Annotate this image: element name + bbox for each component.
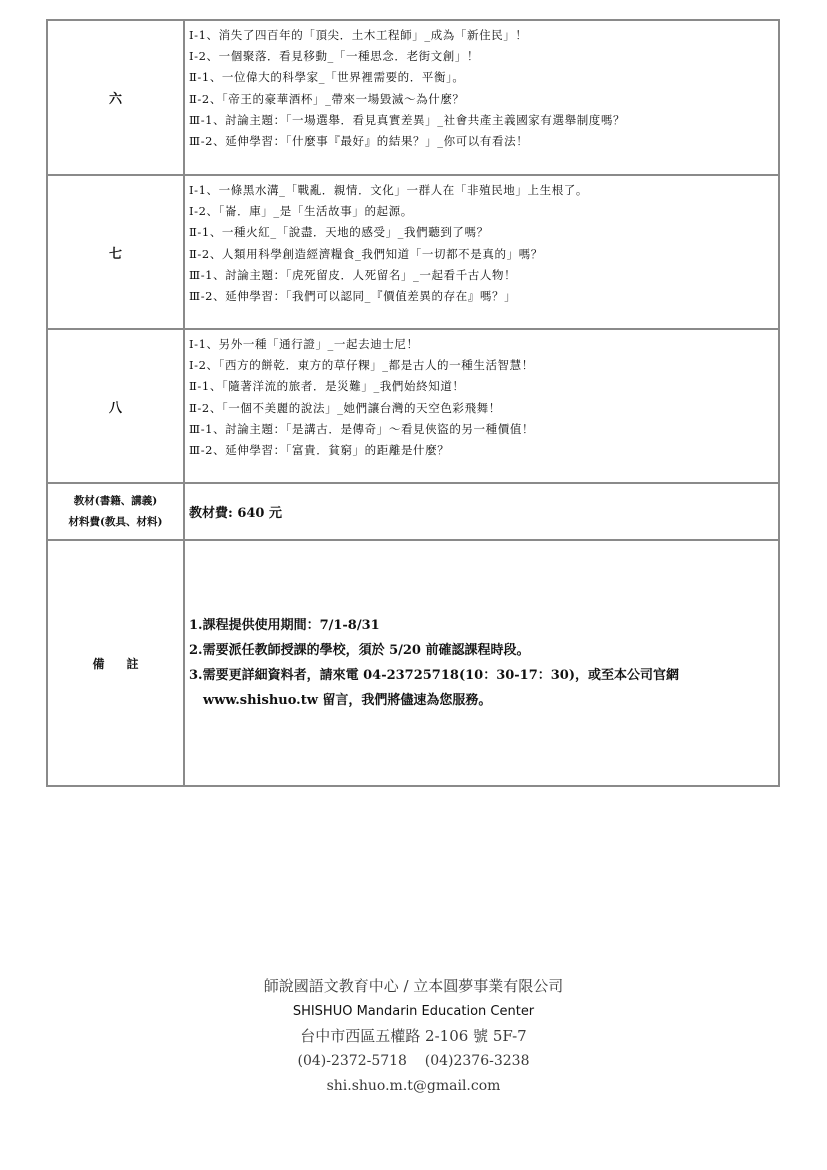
footer-address: 台中市西區五權路 2-106 號 5F-7 bbox=[300, 1027, 527, 1045]
materials-label-line2: 材料費(教具、材料) bbox=[68, 515, 163, 528]
lesson-line: Ⅰ-1、另外一種「通行證」_一起去迪士尼！ bbox=[189, 337, 419, 351]
materials-label-line1: 教材(書籍、講義) bbox=[73, 494, 158, 507]
lesson-line: Ⅰ-2、一個聚落．看見移動_「一種思念．老街文創」！ bbox=[189, 49, 480, 64]
unit-lessons bbox=[185, 330, 778, 482]
note-item: 2.需要派任教師授課的學校，須於 5/20 前確認課程時段。 bbox=[189, 643, 530, 658]
unit-number-cell bbox=[48, 176, 185, 328]
footer-org-zh: 師說國語文教育中心 / 立本圓夢事業有限公司 bbox=[263, 977, 564, 995]
unit-row bbox=[48, 21, 778, 174]
notes-row bbox=[48, 539, 778, 785]
note-item: 3.需要更詳細資料者，請來電 04-23725718(10：30-17：30)，或至本公司官網 bbox=[189, 668, 680, 683]
unit-number-cell bbox=[48, 330, 185, 482]
lesson-line: Ⅱ-2、人類用科學創造經濟糧食_我們知道「一切都不是真的」嗎？ bbox=[189, 246, 543, 261]
lesson-line: Ⅱ-2、「帝王的豪華酒杯」_帶來一場毀滅～為什麼？ bbox=[189, 91, 465, 106]
unit-number: 七 bbox=[108, 246, 122, 262]
lesson-line: Ⅱ-1、「隨著洋流的旅者．是災難」_我們始終知道！ bbox=[189, 379, 465, 394]
lesson-line: Ⅰ-2、「崙．庫」_是「生活故事」的起源。 bbox=[189, 204, 413, 219]
notes-label: 備註 bbox=[48, 541, 185, 785]
lesson-line: Ⅲ-2、延伸學習：「什麼事『最好』的結果？」_你可以有看法！ bbox=[189, 133, 529, 148]
lesson-line: Ⅲ-1、討論主題：「是講古．是傳奇」～看見俠盜的另一種價值！ bbox=[189, 421, 535, 436]
note-item: 1.課程提供使用期間：7/1-8/31 bbox=[189, 618, 380, 633]
lesson-line: Ⅱ-2、「一個不美麗的說法」_她們讓台灣的天空色彩飛舞！ bbox=[189, 400, 501, 415]
footer-phones: (04)-2372-5718 (04)2376-3238 bbox=[297, 1053, 530, 1069]
unit-number: 六 bbox=[108, 92, 122, 107]
materials-row bbox=[48, 482, 778, 539]
lesson-line: Ⅱ-1、一種火紅_「說盡．天地的感受」_我們聽到了嗎？ bbox=[189, 225, 489, 240]
unit-lessons bbox=[185, 21, 778, 174]
curriculum-table bbox=[46, 19, 780, 787]
note-item-continued: www.shishuo.tw 留言，我們將儘速為您服務。 bbox=[203, 693, 492, 708]
materials-label-cell bbox=[48, 484, 185, 539]
unit-row bbox=[48, 174, 778, 328]
materials-fee: 教材費: 640 元 bbox=[189, 506, 282, 521]
footer-org-en: SHISHUO Mandarin Education Center bbox=[292, 1004, 535, 1019]
footer bbox=[0, 974, 827, 1099]
lesson-line: Ⅰ-1、一條黑水溝_「戰亂．親情．文化」一群人在「非殖民地」上生根了。 bbox=[189, 183, 588, 197]
lesson-line: Ⅲ-1、討論主題：「虎死留皮．人死留名」_一起看千古人物！ bbox=[189, 267, 517, 282]
lesson-line: Ⅱ-1、一位偉大的科學家_「世界裡需要的．平衡」。 bbox=[189, 70, 465, 85]
unit-row bbox=[48, 328, 778, 482]
lesson-line: Ⅲ-2、延伸學習：「我們可以認同_『價值差異的存在』嗎？」 bbox=[189, 288, 517, 303]
lesson-line: Ⅲ-2、延伸學習：「富貴．貧窮」的距離是什麼？ bbox=[189, 442, 450, 457]
unit-lessons bbox=[185, 176, 778, 328]
notes-content bbox=[185, 541, 778, 785]
lesson-line: Ⅰ-1、消失了四百年的「頂尖．土木工程師」_成為「新住民」！ bbox=[189, 28, 528, 42]
unit-number-cell bbox=[48, 21, 185, 174]
footer-email: shi.shuo.m.t@gmail.com bbox=[326, 1078, 501, 1094]
unit-number: 八 bbox=[108, 400, 122, 416]
lesson-line: Ⅰ-2、「西方的餅乾．東方的草仔粿」_都是古人的一種生活智慧！ bbox=[189, 358, 534, 373]
lesson-line: Ⅲ-1、討論主題：「一場選舉．看見真實差異」_社會共產主義國家有選舉制度嗎？ bbox=[189, 112, 626, 127]
